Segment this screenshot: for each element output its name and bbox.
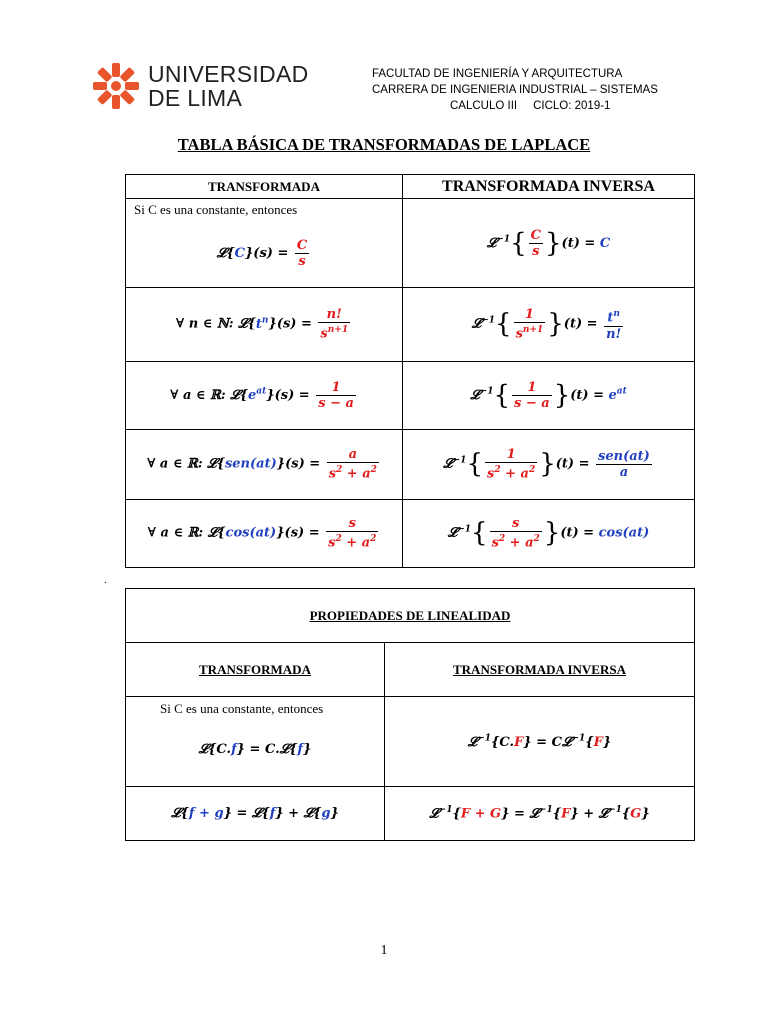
inverse-power: 𝓛$^{-1}${ $\frac{1}{s^{n+1}}$ }(t) = $\frac{t^n}{n!}$: [403, 288, 695, 362]
faculty-block: [372, 66, 658, 114]
transform-power: ∀ n ∈ ℕ: $𝓛\{t^n\}(s)$ = $\frac{n!}{s^{n+1}}$: [126, 288, 403, 362]
col-header-inverse: TRANSFORMADA INVERSA: [403, 175, 695, 199]
faculty-line: FACULTAD DE INGENIERÍA Y ARQUITECTURA: [372, 68, 623, 80]
page-number: 1: [380, 943, 388, 958]
inverse-constant: 𝓛$^{-1}${ $\frac{C}{s}$ }(t) = C: [403, 199, 695, 288]
university-line1: UNIVERSIDAD: [148, 61, 309, 87]
laplace-table: [125, 174, 695, 568]
linearity-sum-transform: 𝓛{f + g} = 𝓛{f} + 𝓛{g}: [126, 787, 385, 841]
page-title: TABLA BÁSICA DE TRANSFORMADAS DE LAPLACE: [177, 135, 591, 154]
course-name: CALCULO III: [450, 100, 518, 112]
col-header-inverse-2: TRANSFORMADA INVERSA: [385, 643, 695, 697]
linearity-sum-inverse: 𝓛$^{-1}${F + G} = 𝓛$^{-1}${F} + 𝓛$^{-1}${G}: [385, 787, 695, 841]
transform-exponential: ∀ a ∈ ℝ: $𝓛\{e^{at}\}(s)$ = $\frac{1}{s - a}$: [126, 362, 403, 430]
inverse-sine: 𝓛$^{-1}${ $\frac{1}{s^2 + a^2}$ }(t) = $\frac{\text{sen(at)}}{a}$: [403, 430, 695, 500]
stray-dot: .: [104, 572, 107, 586]
university-name: [148, 62, 309, 110]
course-line: [372, 98, 658, 114]
transform-cosine: ∀ a ∈ ℝ: 𝓛{cos(at)}(s) = $\frac{s}{s^2 + a^2}$: [126, 500, 403, 568]
university-logo-icon: [92, 62, 140, 110]
col-header-transform: TRANSFORMADA: [126, 175, 403, 199]
linearity-table: [125, 588, 695, 841]
inverse-cosine: 𝓛$^{-1}${ $\frac{s}{s^2 + a^2}$ }(t) = cos(at): [403, 500, 695, 568]
career-line: CARRERA DE INGENIERIA INDUSTRIAL – SISTEMAS: [372, 84, 658, 96]
university-line2: DE LIMA: [148, 85, 243, 111]
linearity-note: Si C es una constante, entonces: [160, 701, 324, 716]
transform-constant: Si C es una constante, entonces 𝓛{C}(s) = $\frac{C}{s}$: [126, 199, 403, 288]
transform-sine: ∀ a ∈ ℝ: 𝓛{sen(at)}(s) = $\frac{a}{s^2 + a^2}$: [126, 430, 403, 500]
cycle: CICLO: 2019-1: [533, 100, 611, 112]
linearity-constant-transform: Si C es una constante, entonces 𝓛{C.f} = C.𝓛{f}: [126, 697, 385, 787]
col-header-transform-2: TRANSFORMADA: [126, 643, 385, 697]
linearity-title: PROPIEDADES DE LINEALIDAD: [126, 589, 695, 643]
linearity-constant-inverse: 𝓛$^{-1}${C.F} = C𝓛$^{-1}${F}: [385, 697, 695, 787]
constant-note: Si C es una constante, entonces: [134, 202, 298, 217]
inverse-exponential: 𝓛$^{-1}${ $\frac{1}{s - a}$ }$(t) = e^{at}$: [403, 362, 695, 430]
